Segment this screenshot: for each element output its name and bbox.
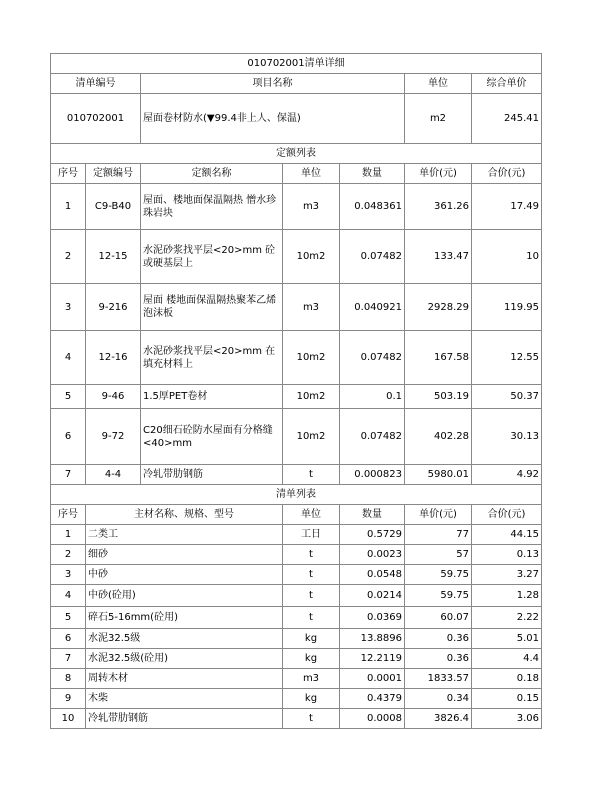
materials-section-title: 清单列表 xyxy=(51,485,542,505)
quota-unit: m3 xyxy=(283,284,340,331)
quota-name: C20细石砼防水屋面有分格缝<40>mm xyxy=(141,409,283,465)
mat-qty: 0.4379 xyxy=(340,689,405,709)
quota-no: 7 xyxy=(51,465,86,485)
mat-unit: t xyxy=(283,565,340,585)
quota-qty: 0.048361 xyxy=(340,184,405,230)
quota-total: 119.95 xyxy=(472,284,542,331)
mat-price: 60.07 xyxy=(405,607,472,629)
mat-unit: t xyxy=(283,585,340,607)
mat-name: 木柴 xyxy=(86,689,283,709)
bill-code: 010702001 xyxy=(51,94,141,144)
mat-no: 3 xyxy=(51,565,86,585)
mat-total: 5.01 xyxy=(472,629,542,649)
mat-total: 0.15 xyxy=(472,689,542,709)
quota-qty: 0.07482 xyxy=(340,331,405,385)
quota-code: C9-B40 xyxy=(86,184,141,230)
quota-code: 9-72 xyxy=(86,409,141,465)
mat-unit: 工日 xyxy=(283,525,340,545)
quota-col-price: 单价(元) xyxy=(405,164,472,184)
material-row xyxy=(51,649,542,669)
quota-name: 水泥砂浆找平层<20>mm 在填充材料上 xyxy=(141,331,283,385)
quota-section-title: 定额列表 xyxy=(51,144,542,164)
mat-qty: 0.0001 xyxy=(340,669,405,689)
quota-code: 12-15 xyxy=(86,230,141,284)
quota-qty: 0.1 xyxy=(340,385,405,409)
mat-price: 77 xyxy=(405,525,472,545)
quota-total: 30.13 xyxy=(472,409,542,465)
quota-unit: 10m2 xyxy=(283,230,340,284)
quota-name: 水泥砂浆找平层<20>mm 砼或硬基层上 xyxy=(141,230,283,284)
mat-total: 0.18 xyxy=(472,669,542,689)
mat-unit: m3 xyxy=(283,669,340,689)
quota-unit: 10m2 xyxy=(283,409,340,465)
mat-qty: 0.0214 xyxy=(340,585,405,607)
mat-total: 4.4 xyxy=(472,649,542,669)
quota-name: 屋面、楼地面保温隔热 憎水珍珠岩块 xyxy=(141,184,283,230)
quota-price: 402.28 xyxy=(405,409,472,465)
mat-price: 1833.57 xyxy=(405,669,472,689)
material-row xyxy=(51,565,542,585)
quota-row xyxy=(51,230,542,284)
quota-name: 1.5厚PET卷材 xyxy=(141,385,283,409)
bill-detail-table xyxy=(50,53,542,729)
quota-row xyxy=(51,409,542,465)
mat-no: 5 xyxy=(51,607,86,629)
col-header-name: 项目名称 xyxy=(141,74,405,94)
mat-total: 2.22 xyxy=(472,607,542,629)
mat-name: 中砂(砼用) xyxy=(86,585,283,607)
mat-col-price: 单价(元) xyxy=(405,505,472,525)
mat-col-total: 合价(元) xyxy=(472,505,542,525)
mat-price: 0.36 xyxy=(405,649,472,669)
mat-name: 二类工 xyxy=(86,525,283,545)
quota-total: 50.37 xyxy=(472,385,542,409)
material-row xyxy=(51,525,542,545)
mat-name: 中砂 xyxy=(86,565,283,585)
quota-name: 冷轧带肋钢筋 xyxy=(141,465,283,485)
quota-col-total: 合价(元) xyxy=(472,164,542,184)
quota-row xyxy=(51,284,542,331)
quota-code: 9-216 xyxy=(86,284,141,331)
quota-name: 屋面 楼地面保温隔热聚苯乙烯泡沫板 xyxy=(141,284,283,331)
quota-col-name: 定额名称 xyxy=(141,164,283,184)
col-header-code: 清单编号 xyxy=(51,74,141,94)
mat-total: 3.27 xyxy=(472,565,542,585)
mat-no: 10 xyxy=(51,709,86,729)
quota-row xyxy=(51,465,542,485)
mat-unit: kg xyxy=(283,689,340,709)
quota-total: 17.49 xyxy=(472,184,542,230)
bill-price: 245.41 xyxy=(472,94,542,144)
mat-unit: t xyxy=(283,545,340,565)
material-row xyxy=(51,545,542,565)
quota-total: 10 xyxy=(472,230,542,284)
mat-total: 3.06 xyxy=(472,709,542,729)
mat-total: 1.28 xyxy=(472,585,542,607)
quota-no: 3 xyxy=(51,284,86,331)
quota-code: 9-46 xyxy=(86,385,141,409)
mat-col-unit: 单位 xyxy=(283,505,340,525)
quota-price: 5980.01 xyxy=(405,465,472,485)
mat-qty: 0.5729 xyxy=(340,525,405,545)
material-row xyxy=(51,629,542,649)
mat-no: 2 xyxy=(51,545,86,565)
mat-price: 0.36 xyxy=(405,629,472,649)
mat-qty: 0.0369 xyxy=(340,607,405,629)
quota-price: 167.58 xyxy=(405,331,472,385)
mat-no: 6 xyxy=(51,629,86,649)
mat-name: 水泥32.5级 xyxy=(86,629,283,649)
mat-name: 周转木材 xyxy=(86,669,283,689)
bill-name: 屋面卷材防水(▼99.4非上人、保温) xyxy=(141,94,405,144)
quota-no: 2 xyxy=(51,230,86,284)
mat-total: 0.13 xyxy=(472,545,542,565)
quota-no: 5 xyxy=(51,385,86,409)
mat-no: 7 xyxy=(51,649,86,669)
quota-col-no: 序号 xyxy=(51,164,86,184)
quota-row xyxy=(51,184,542,230)
mat-col-name: 主材名称、规格、型号 xyxy=(86,505,283,525)
mat-qty: 13.8896 xyxy=(340,629,405,649)
mat-col-qty: 数量 xyxy=(340,505,405,525)
mat-col-no: 序号 xyxy=(51,505,86,525)
mat-qty: 0.0548 xyxy=(340,565,405,585)
mat-name: 细砂 xyxy=(86,545,283,565)
quota-no: 1 xyxy=(51,184,86,230)
material-row xyxy=(51,689,542,709)
col-header-price: 综合单价 xyxy=(472,74,542,94)
mat-total: 44.15 xyxy=(472,525,542,545)
mat-price: 57 xyxy=(405,545,472,565)
quota-total: 4.92 xyxy=(472,465,542,485)
mat-qty: 0.0023 xyxy=(340,545,405,565)
material-row xyxy=(51,585,542,607)
quota-no: 6 xyxy=(51,409,86,465)
mat-name: 冷轧带肋钢筋 xyxy=(86,709,283,729)
bill-unit: m2 xyxy=(405,94,472,144)
quota-unit: m3 xyxy=(283,184,340,230)
quota-price: 361.26 xyxy=(405,184,472,230)
mat-unit: t xyxy=(283,709,340,729)
mat-price: 3826.4 xyxy=(405,709,472,729)
material-row xyxy=(51,669,542,689)
mat-unit: kg xyxy=(283,629,340,649)
mat-price: 59.75 xyxy=(405,565,472,585)
quota-qty: 0.07482 xyxy=(340,230,405,284)
quota-code: 4-4 xyxy=(86,465,141,485)
quota-no: 4 xyxy=(51,331,86,385)
mat-qty: 0.0008 xyxy=(340,709,405,729)
quota-col-qty: 数量 xyxy=(340,164,405,184)
mat-qty: 12.2119 xyxy=(340,649,405,669)
quota-price: 503.19 xyxy=(405,385,472,409)
quota-unit: 10m2 xyxy=(283,385,340,409)
quota-price: 133.47 xyxy=(405,230,472,284)
mat-no: 1 xyxy=(51,525,86,545)
quota-unit: 10m2 xyxy=(283,331,340,385)
mat-name: 水泥32.5级(砼用) xyxy=(86,649,283,669)
quota-price: 2928.29 xyxy=(405,284,472,331)
quota-total: 12.55 xyxy=(472,331,542,385)
quota-code: 12-16 xyxy=(86,331,141,385)
quota-col-code: 定额编号 xyxy=(86,164,141,184)
quota-col-unit: 单位 xyxy=(283,164,340,184)
quota-qty: 0.040921 xyxy=(340,284,405,331)
quota-qty: 0.07482 xyxy=(340,409,405,465)
mat-price: 0.34 xyxy=(405,689,472,709)
mat-unit: kg xyxy=(283,649,340,669)
quota-unit: t xyxy=(283,465,340,485)
table-title: 010702001清单详细 xyxy=(51,54,542,74)
mat-no: 4 xyxy=(51,585,86,607)
col-header-unit: 单位 xyxy=(405,74,472,94)
material-row xyxy=(51,709,542,729)
mat-name: 碎石5-16mm(砼用) xyxy=(86,607,283,629)
quota-qty: 0.000823 xyxy=(340,465,405,485)
quota-row xyxy=(51,385,542,409)
mat-unit: t xyxy=(283,607,340,629)
material-row xyxy=(51,607,542,629)
mat-no: 9 xyxy=(51,689,86,709)
quota-row xyxy=(51,331,542,385)
mat-no: 8 xyxy=(51,669,86,689)
mat-price: 59.75 xyxy=(405,585,472,607)
